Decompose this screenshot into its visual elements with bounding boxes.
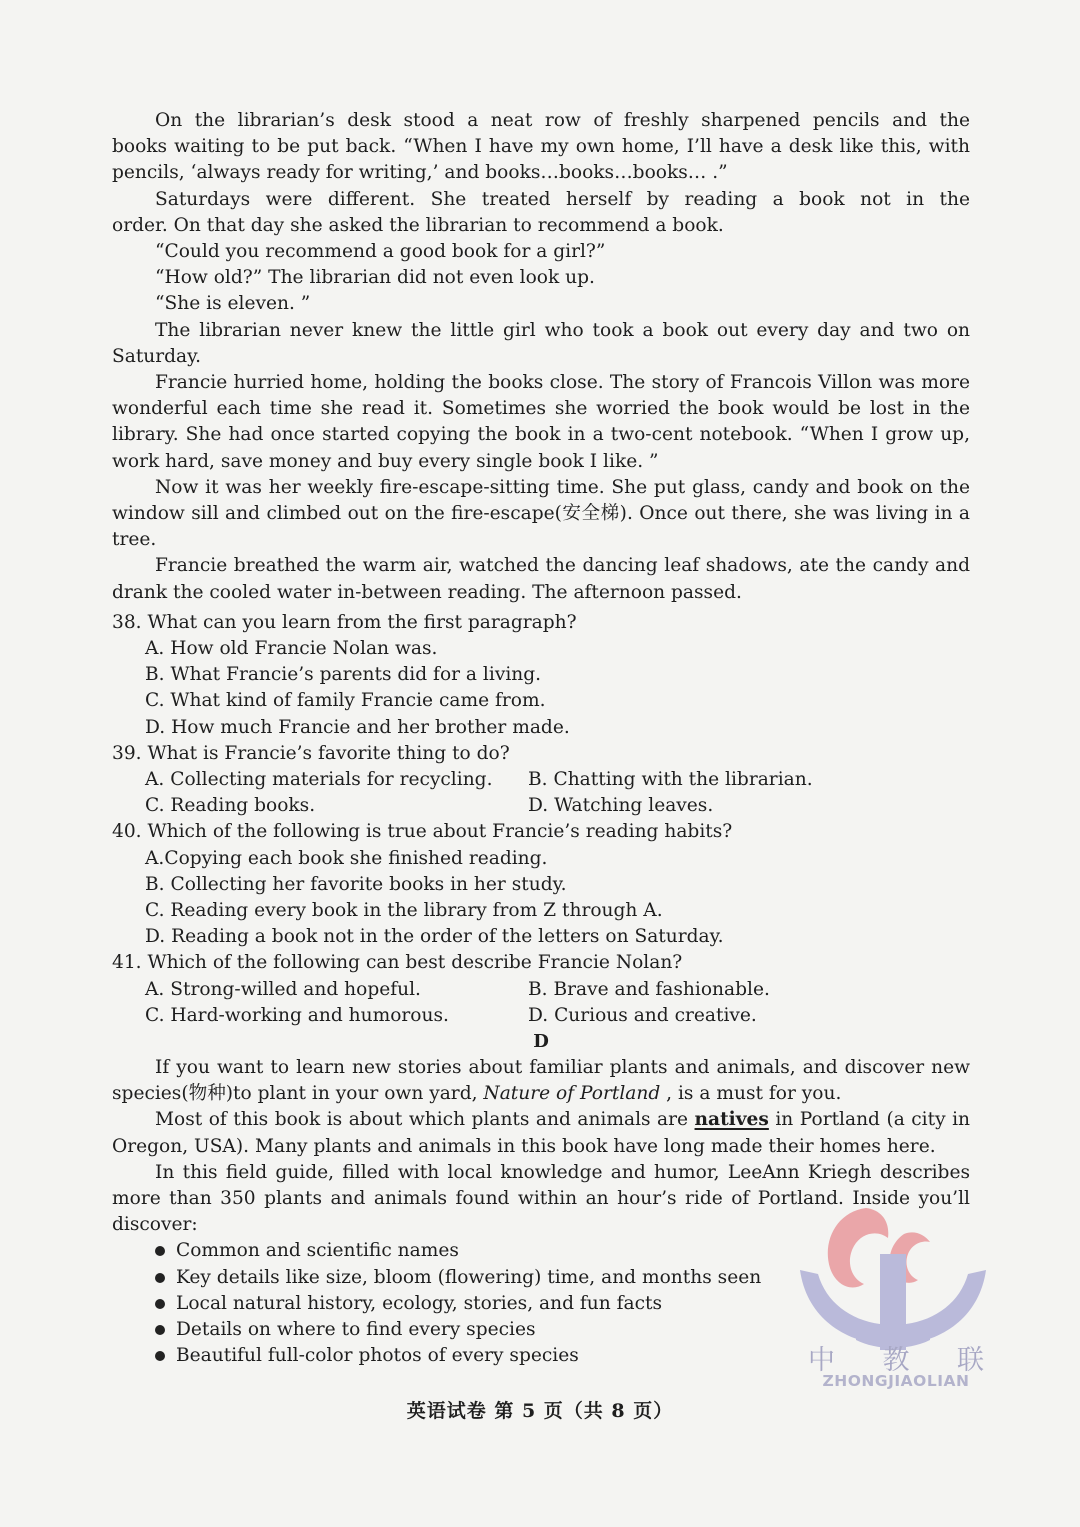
- option-row: [112, 977, 970, 1003]
- question-40: [112, 819, 970, 950]
- option-b: B. Chatting with the librarian.: [528, 768, 813, 790]
- bullet-icon: [155, 1351, 165, 1361]
- text-line: Saturdays were different. She treated herself by reading a book not in the: [155, 188, 970, 210]
- text-segment: species(物种)to plant in your own yard,: [112, 1083, 484, 1105]
- watermark-char: 联: [957, 1345, 984, 1376]
- text-line: The librarian never knew the little girl who took a book out every day and two on: [155, 319, 970, 341]
- dialogue-line: “Could you recommend a good book for a girl?”: [155, 240, 606, 262]
- text-line: work hard, save money and buy every single book I like. ”: [112, 450, 659, 472]
- text-line: On the librarian’s desk stood a neat row of freshly sharpened pencils and the: [155, 110, 970, 131]
- text-line: discover:: [112, 1214, 198, 1236]
- passage-d-paragraph-1: [112, 1055, 970, 1107]
- list-item: [112, 1265, 794, 1291]
- bullet-icon: [155, 1273, 165, 1283]
- list-item-text: Beautiful full-color photos of every species: [176, 1345, 579, 1367]
- option-row: [112, 1003, 970, 1029]
- underlined-word: natives: [694, 1109, 769, 1131]
- option-b: B. Brave and fashionable.: [528, 978, 770, 1000]
- text-line: wonderful each time she read it. Sometimes she worried the book would be lost in the: [112, 398, 970, 420]
- option-c: C. Hard-working and humorous.: [145, 1004, 449, 1026]
- watermark-english-text: ZHONGJIAOLIAN: [822, 1372, 970, 1390]
- option-a: A. Collecting materials for recycling.: [145, 768, 493, 790]
- list-item: [112, 1238, 794, 1264]
- option-c: C. What kind of family Francie came from.: [145, 690, 546, 712]
- text-line: Francie hurried home, holding the books close. The story of Francois Villon was more: [155, 371, 970, 393]
- passage-c-paragraph-6: [112, 553, 970, 605]
- text-segment: , is a must for you.: [660, 1083, 842, 1105]
- text-line: pencils, ‘always ready for writing,’ and books…books…books… .”: [112, 162, 728, 184]
- option-d: D. Watching leaves.: [528, 795, 714, 817]
- passage-c-paragraph-5: [112, 475, 970, 554]
- option-a: A.Copying each book she finished reading.: [145, 847, 548, 869]
- text-line: Oregon, USA). Many plants and animals in this book have long made their homes here.: [112, 1135, 936, 1157]
- text-line: In this field guide, filled with local knowledge and humor, LeeAnn Kriegh describes: [155, 1161, 970, 1183]
- dialogue-line: “How old?” The librarian did not even look up.: [155, 267, 595, 289]
- option-c: C. Reading books.: [145, 795, 316, 817]
- text-line: If you want to learn new stories about familiar plants and animals, and discover new: [155, 1056, 970, 1078]
- passage-c-paragraph-3: [112, 318, 970, 370]
- question-stem: 38. What can you learn from the first paragraph?: [112, 611, 577, 633]
- watermark-char: 教: [882, 1345, 910, 1376]
- question-stem: 39. What is Francie’s favorite thing to do?: [112, 742, 510, 764]
- option-row: [112, 767, 970, 793]
- option-b: B. Collecting her favorite books in her study.: [145, 873, 567, 895]
- list-item: [112, 1317, 794, 1343]
- passage-d-paragraph-2: [112, 1107, 970, 1159]
- text-line: Francie breathed the warm air, watched the dancing leaf shadows, ate the candy and: [155, 555, 970, 577]
- list-item: [112, 1291, 794, 1317]
- question-41: [112, 950, 970, 1029]
- page-footer: 英语试卷 第 5 页（共 8 页）: [406, 1400, 674, 1422]
- list-item-text: Common and scientific names: [176, 1240, 459, 1262]
- watermark-char: 中: [808, 1345, 835, 1376]
- dialogue-line: “She is eleven. ”: [155, 293, 311, 315]
- option-a: A. How old Francie Nolan was.: [145, 637, 438, 659]
- text-segment: Most of this book is about which plants and animals are: [155, 1109, 695, 1131]
- bullet-icon: [155, 1325, 165, 1335]
- book-title: Nature of Portland: [483, 1083, 661, 1105]
- list-item-text: Key details like size, bloom (flowering) time, and months seen: [176, 1266, 762, 1288]
- option-b: B. What Francie’s parents did for a living.: [145, 664, 542, 686]
- option-a: A. Strong-willed and hopeful.: [145, 978, 421, 1000]
- question-stem: 40. Which of the following is true about Francie’s reading habits?: [112, 821, 733, 843]
- bullet-icon: [155, 1299, 165, 1309]
- question-stem: 41. Which of the following can best describe Francie Nolan?: [112, 952, 683, 974]
- text-line: Now it was her weekly fire-escape-sitting time. She put glass, candy and book on the: [155, 476, 970, 498]
- text-segment: in Portland (a city in: [768, 1109, 970, 1131]
- text-line: more than 350 plants and animals found within an hour’s ride of Portland. Inside you’ll: [112, 1187, 970, 1209]
- option-row: [112, 793, 970, 819]
- exam-page-content: [112, 108, 970, 1369]
- list-item-text: Local natural history, ecology, stories, and fun facts: [176, 1292, 663, 1314]
- option-d: D. Curious and creative.: [528, 1004, 757, 1026]
- passage-c-paragraph-4: [112, 370, 970, 475]
- text-line: [112, 1107, 970, 1133]
- option-d: D. How much Francie and her brother made.: [145, 716, 570, 738]
- text-line: library. She had once started copying the book in a two-cent notebook. “When I grow up,: [112, 424, 970, 446]
- passage-c-paragraph-2: [112, 187, 970, 239]
- text-line: order. On that day she asked the librarian to recommend a book.: [112, 214, 724, 236]
- text-line: Saturday.: [112, 345, 202, 367]
- option-c: C. Reading every book in the library from Z through A.: [145, 899, 663, 921]
- text-line: window sill and climbed out on the fire-escape(安全梯). Once out there, she was living in a: [112, 502, 970, 524]
- passage-c-paragraph-1: [112, 108, 970, 187]
- option-d: D. Reading a book not in the order of the letters on Saturday.: [145, 926, 724, 948]
- text-line: tree.: [112, 529, 157, 551]
- section-heading: D: [533, 1030, 549, 1052]
- text-line: [112, 1081, 970, 1107]
- question-39: [112, 741, 970, 820]
- question-38: [112, 610, 970, 741]
- list-item-text: Details on where to find every species: [176, 1318, 536, 1340]
- text-line: drank the cooled water in-between reading. The afternoon passed.: [112, 581, 742, 603]
- text-line: books waiting to be put back. “When I have my own home, I’ll have a desk like this, with: [112, 136, 970, 158]
- bullet-icon: [155, 1246, 165, 1256]
- list-item: [112, 1343, 794, 1369]
